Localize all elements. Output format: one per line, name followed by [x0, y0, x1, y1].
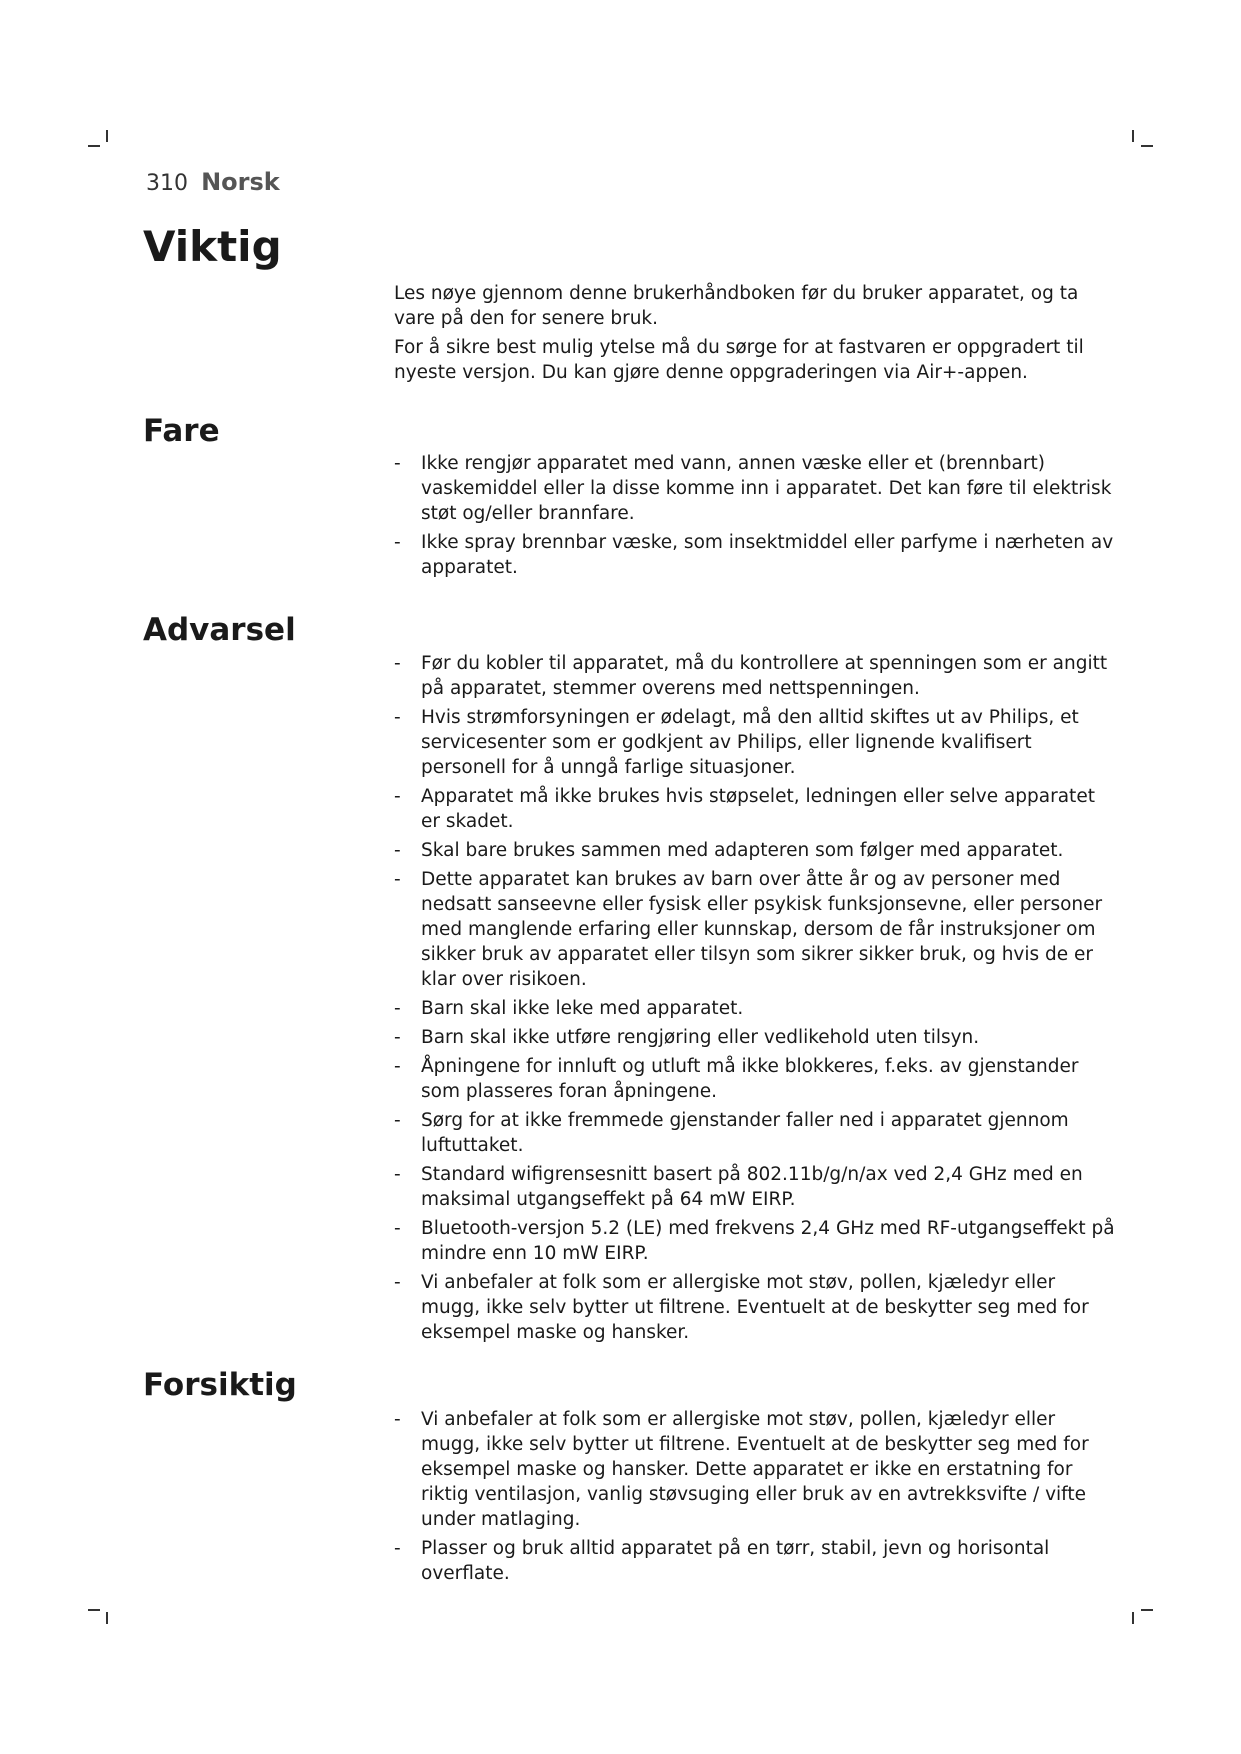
list-item: - Sørg for at ikke fremmede gjenstander faller ned i apparatet gjennom luftuttaket.	[394, 1110, 1069, 1156]
advarsel-list	[394, 651, 1116, 1349]
list-item: - Barn skal ikke utføre rengjøring eller vedlikehold uten tilsyn.	[394, 1027, 980, 1048]
heading-viktig: Viktig	[143, 222, 282, 271]
crop-mark-bottom-right-h	[1141, 1609, 1153, 1611]
fare-list	[394, 451, 1116, 584]
crop-mark-top-right-h	[1141, 145, 1153, 147]
language-label: Norsk	[201, 168, 280, 196]
list-item: - Dette apparatet kan brukes av barn over åtte år og av personer med nedsatt sanseevne eller fysisk eller psykisk funksjonsevne, eller personer med manglende erfaring eller kunnskap, dersom de får instruksjoner om sikker bruk av apparatet eller tilsyn som sikrer sikker bruk, og hvis de er klar over risikoen.	[394, 869, 1103, 990]
list-item: - Hvis strømforsyningen er ødelagt, må den alltid skiftes ut av Philips, et servicesenter som er godkjent av Philips, eller lignende kvalifisert personell for å unngå farlige situasjoner.	[394, 707, 1079, 778]
list-item: - Ikke spray brennbar væske, som insektmiddel eller parfyme i nærheten av apparatet.	[394, 532, 1114, 578]
list-item: - Apparatet må ikke brukes hvis støpselet, ledningen eller selve apparatet er skadet.	[394, 786, 1095, 832]
list-item: - Ikke rengjør apparatet med vann, annen væske eller et (brennbart) vaskemiddel eller la disse komme inn i apparatet. Det kan føre til elektrisk støt og/eller brannfare.	[394, 453, 1112, 524]
viktig-paragraph: Les nøye gjennom denne brukerhåndboken før du bruker apparatet, og ta vare på den for senere bruk.	[394, 283, 1079, 329]
crop-mark-bottom-left-h	[88, 1609, 100, 1611]
running-header	[146, 168, 280, 196]
list-item: - Åpningene for innluft og utluft må ikke blokkeres, f.eks. av gjenstander som plasseres foran åpningene.	[394, 1056, 1079, 1102]
page-number: 310	[146, 171, 188, 196]
list-item: - Før du kobler til apparatet, må du kontrollere at spenningen som er angitt på apparatet, stemmer overens med nettspenningen.	[394, 653, 1108, 699]
crop-mark-top-right-v	[1132, 130, 1134, 142]
list-item: - Vi anbefaler at folk som er allergiske mot støv, pollen, kjæledyr eller mugg, ikke selv bytter ut filtrene. Eventuelt at de beskytter seg med for eksempel maske og hansker. Dette apparatet er ikke en erstatning for riktig ventilasjon, vanlig støvsuging eller bruk av en avtrekksvifte / vifte under matlaging.	[394, 1409, 1089, 1530]
viktig-paragraph: For å sikre best mulig ytelse må du sørge for at fastvaren er oppgradert til nyeste versjon. Du kan gjøre denne oppgraderingen via Air+-appen.	[394, 337, 1084, 383]
list-item: - Plasser og bruk alltid apparatet på en tørr, stabil, jevn og horisontal overflate.	[394, 1538, 1050, 1584]
heading-advarsel: Advarsel	[143, 612, 296, 648]
crop-mark-bottom-left-v	[106, 1612, 108, 1624]
list-item: - Barn skal ikke leke med apparatet.	[394, 998, 744, 1019]
crop-mark-top-left-h	[88, 145, 100, 147]
crop-mark-bottom-right-v	[1132, 1612, 1134, 1624]
forsiktig-list	[394, 1407, 1116, 1590]
list-item: - Skal bare brukes sammen med adapteren som følger med apparatet.	[394, 840, 1064, 861]
list-item: - Vi anbefaler at folk som er allergiske mot støv, pollen, kjæledyr eller mugg, ikke selv bytter ut filtrene. Eventuelt at de beskytter seg med for eksempel maske og hansker.	[394, 1272, 1089, 1343]
viktig-intro	[394, 281, 1114, 389]
list-item: - Bluetooth-versjon 5.2 (LE) med frekvens 2,4 GHz med RF-utgangseffekt på mindre enn 10 mW EIRP.	[394, 1218, 1115, 1264]
heading-fare: Fare	[143, 413, 220, 449]
heading-forsiktig: Forsiktig	[143, 1367, 297, 1403]
crop-mark-top-left-v	[106, 130, 108, 142]
list-item: - Standard wifigrensesnitt basert på 802.11b/g/n/ax ved 2,4 GHz med en maksimal utgangseffekt på 64 mW EIRP.	[394, 1164, 1083, 1210]
